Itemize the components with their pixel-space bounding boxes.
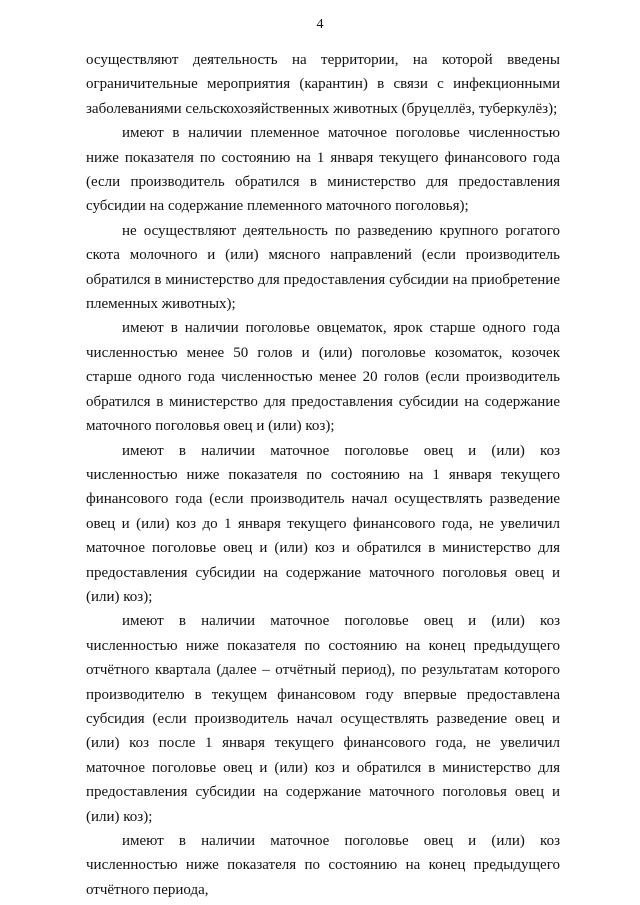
page-number: 4 <box>316 17 324 32</box>
paragraph: имеют в наличии маточное поголовье овец и (или) коз численностью ниже показателя по состоянию на 1 января текущего финансового года (если производитель начал осуществлять разведение овец и (или) коз до 1 января текущего финансового года, не увеличил маточное поголовье овец и (или) коз и обратился в министерство для предоставления субсидии на содержание маточного поголовья овец и (или) коз); <box>86 442 560 605</box>
document-body <box>86 48 560 902</box>
paragraph: не осуществляют деятельность по разведению крупного рогатого скота молочного и (или) мясного направлений (если производитель обратился в министерство для предоставления субсидии на приобретение племенных животных); <box>86 222 560 313</box>
paragraph: имеют в наличии поголовье овцематок, ярок старше одного года численностью менее 50 голов и (или) поголовье козоматок, козочек старше одного года численностью менее 20 голов (если производитель обратился в министерство для предоставления субсидии на содержание маточного поголовья овец и (или) коз); <box>86 320 560 435</box>
paragraph: имеют в наличии племенное маточное поголовье численностью ниже показателя по состоянию на 1 января текущего финансового года (если производитель обратился в министерство для предоставления субсидии на содержание племенного маточного поголовья); <box>86 125 560 215</box>
paragraph: имеют в наличии маточное поголовье овец и (или) коз численностью ниже показателя по состоянию на конец предыдущего отчётного квартала (далее – отчётный период), по результатам которого производителю в текущем финансовом году впервые предоставлена субсидия (если производитель начал осуществлять разведение овец и (или) коз после 1 января текущего финансового года, не увеличил маточное поголовье овец и (или) коз и обратился в министерство для предоставления субсидии на содержание маточного поголовья овец и (или) коз); <box>86 613 560 825</box>
paragraph: осуществляют деятельность на территории, на которой введены ограничительные мероприятия (карантин) в связи с инфекционными заболеваниями сельскохозяйственных животных (бруцеллёз, туберкулёз); <box>86 52 560 117</box>
paragraph: имеют в наличии маточное поголовье овец и (или) коз численностью ниже показателя по состоянию на конец предыдущего отчётного периода, <box>86 833 560 898</box>
